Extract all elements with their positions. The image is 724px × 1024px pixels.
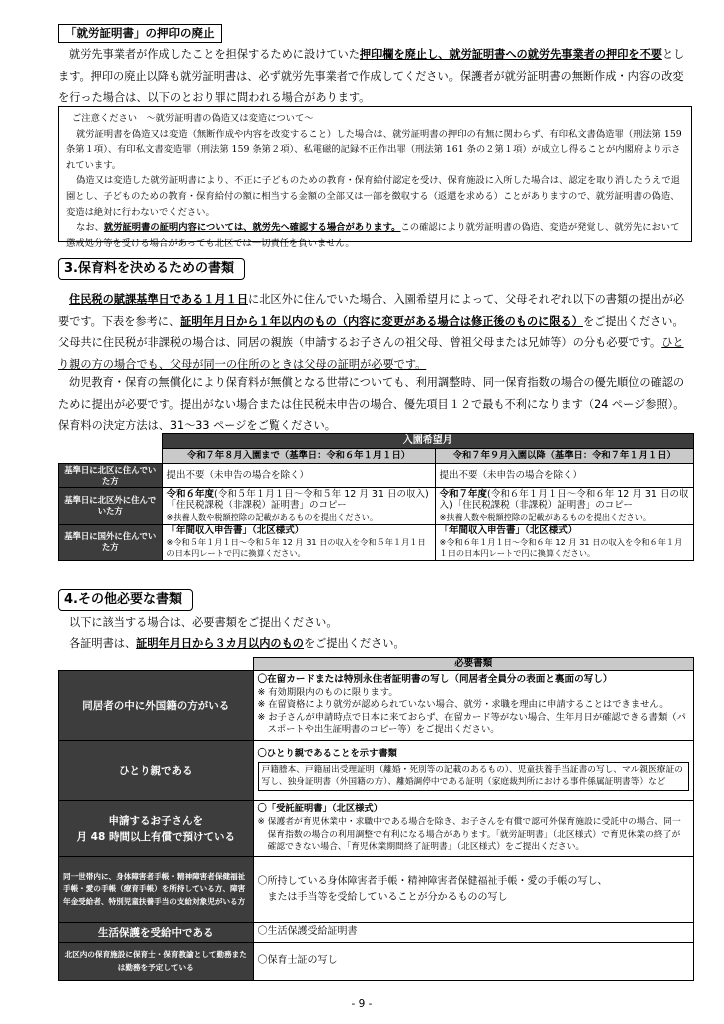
table-cell: 「年間収入申告書」（北区様式） ※令和５年１月１日～令和５年 12 月 31 日の収入を令和５年１月１日の日本円レートで円に換算ください。 <box>162 525 435 561</box>
table-row <box>59 857 694 923</box>
other-documents-table <box>58 657 694 981</box>
section-heading-childcare-fee-documents: 3.保育料を決めるための書類 <box>58 258 245 280</box>
row-label: 同居者の中に外国籍の方がいる <box>59 671 254 741</box>
table-row <box>59 464 694 488</box>
other-documents-paragraph-2: 各証明書は、証明年月日から３カ月以内のものをご提出ください。 <box>69 637 405 650</box>
row-label: 同一世帯内に、身体障害者手帳・精神障害者保健福祉手帳・愛の手帳（療育手帳）を所持している方、障害年金受給者、特別児童扶養手当の支給対象児がいる方 <box>59 857 254 923</box>
warning-title: ご注意ください ～就労証明書の偽造又は変造について～ <box>72 113 314 124</box>
table-cell: 〇在留カードまたは特別永住者証明書の写し（同居者全員分の表面と裏面の写し） ※ 有効期限内のものに限ります。 ※ 在留資格により就労が認められていない場合、就労・求職を理由に申請することはできません。 ※ お子さんが申請時点で日本に来ておらず、在留カード等がない場合、生年月日が確認できる書類（パスポートや出生証明書のコピー等）をご提出ください。 <box>253 671 694 741</box>
table-row <box>59 671 694 741</box>
column-header-from-september: 令和７年９月入園以降（基準日：令和７年１月１日） <box>435 449 694 464</box>
row-label: 基準日に北区に住んでいた方 <box>59 464 163 488</box>
section-heading-other-documents: 4.その他必要な書類 <box>58 589 193 611</box>
table-header-required-documents: 必要書類 <box>253 658 694 671</box>
row-label: 北区内の保育施設に保育士・保育教諭として勤務または勤務を予定している <box>59 943 254 981</box>
table-row <box>59 801 694 857</box>
row-label: ひとり親である <box>59 741 254 801</box>
table-cell: 〇保育士証の写し <box>253 943 694 981</box>
row-label: 基準日に北区外に住んでいた方 <box>59 488 163 525</box>
table-cell: 〇「受託証明書」（北区様式） ※ 保護者が育児休業中・求職中である場合を除き、お子さんを有償で認可外保育施設に受託中の場合、同一保育指数の場合の利用調整で有利になる場合があります。「就労証明書」（北区様式）で育児休業の終了が確認できない場合、「育児休業期間終了証明書」（北区様式）をご提出ください。 <box>253 801 694 857</box>
page-number: - 9 - <box>351 998 373 1010</box>
table-cell: 〇ひとり親であることを示す書類 戸籍謄本、戸籍届出受理証明（離婚・死別等の記載のあるもの）、児童扶養手当証書の写し、マル親医療証の写し、独身証明書（外国籍の方）、離婚調停中である証明（家庭裁判所における事件係属証明書等）など <box>253 741 694 801</box>
warning-paragraph-3: なお、就労証明書の証明内容については、就労先へ確認する場合があります。この確認により就労証明書の偽造、変造が発覚し、就労先において懲戒処分等を受ける場合があっても北区では一切責任を負いません。 <box>66 222 680 249</box>
free-childcare-paragraph: 幼児教育・保育の無償化により保育料が無償となる世帯についても、利用調整時、同一保育指数の場合の優先順位の確認のために提出が必要です。提出がない場合または住民税未申告の場合、優先項目１２で最も不利になります（24 ページ参照）。保育料の決定方法は、31～33 ページをご覧ください。 <box>58 376 685 432</box>
stamp-abolition-paragraph: 就労先事業者が作成したことを担保するために設けていた押印欄を廃止し、就労証明書への就労先事業者の押印を不要とします。押印の廃止以降も就労証明書は、必ず就労先事業者で作成してください。保護者が就労証明書の無断作成・内容の改変を行った場合は、以下のとおり罪に問われる場合があります。 <box>58 48 685 104</box>
fee-documents-paragraph: 住民税の賦課基準日である１月１日に北区外に住んでいた場合、入園希望月によって、父母それぞれ以下の書類の提出が必要です。下表を参考に、証明年月日から１年以内のもの（内容に変更がある場合は修正後のものに限る）をご提出ください。父母共に住民税が非課税の場合は、同居の親族（申請するお子さんの祖父母、曾祖父母または兄姉等）の分も必要です。ひとり親の方の場合でも、父母が同一の住所のときは父母の証明が必要です。 <box>58 293 685 371</box>
table-row <box>59 741 694 801</box>
other-documents-paragraph-1: 以下に該当する場合は、必要書類をご提出ください。 <box>69 616 338 629</box>
single-parent-document-list: 戸籍謄本、戸籍届出受理証明（離婚・死別等の記載のあるもの）、児童扶養手当証書の写し、マル親医療証の写し、独身証明書（外国籍の方）、離婚調停中である証明（家庭裁判所における事件係属証明書等）など <box>258 762 690 792</box>
row-label: 申請するお子さんを 月 48 時間以上有償で預けている <box>59 801 254 857</box>
table-row <box>59 923 694 943</box>
table-row <box>59 525 694 561</box>
row-label: 生活保護を受給中である <box>59 923 254 943</box>
tax-certificate-table <box>58 433 694 561</box>
table-row <box>59 943 694 981</box>
table-cell: 令和６年度(令和５年１月１日～令和５年 12 月 31 日の収入)「住民税課税（非課税）証明書」のコピー ※扶養人数や税額控除の記載があるものを提出ください。 <box>162 488 435 525</box>
warning-paragraph-2: 偽造又は変造した就労証明書により、不正に子どものための教育・保育給付認定を受け、保育施設に入所した場合は、認定を取り消したうえで退園とし、子どものための教育・保育給付の額に相当する金額の全部又は一部を徴収する（返還を求める）ことがありますので、就労証明書の偽造、変造は絶対に行わないでください。 <box>66 175 680 218</box>
table-cell: 〇所持している身体障害者手帳・精神障害者保健福祉手帳・愛の手帳の写し、 または手当等を受給していることが分かるものの写し <box>253 857 694 923</box>
table-cell: 「年間収入申告書」（北区様式） ※令和６年１月１日～令和６年 12 月 31 日の収入を令和６年１月１日の日本円レートで円に換算ください。 <box>435 525 694 561</box>
table-cell: 提出不要（未申告の場合を除く） <box>435 464 694 488</box>
warning-paragraph-1: 就労証明書を偽造又は変造（無断作成や内容を改変すること）した場合は、就労証明書の押印の有無に関わらず、有印私文書偽造罪（刑法第 159 条第１項）、有印私文書変造罪（刑法第 159 条第２項）、私電磁的記録不正作出罪（刑法第 161 条の２第１項）が成立し得ることが内閣府より示されています。 <box>66 128 682 171</box>
table-cell: 提出不要（未申告の場合を除く） <box>162 464 435 488</box>
column-header-until-august: 令和７年８月入園まで（基準日：令和６年１月１日） <box>162 449 435 464</box>
table-row <box>59 488 694 525</box>
table-cell: 令和７年度(令和６年１月１日～令和６年 12 月 31 日の収入)「住民税課税（非課税）証明書」のコピー ※扶養人数や税額控除の記載があるものを提出ください。 <box>435 488 694 525</box>
forgery-warning-box <box>58 106 692 249</box>
table-header-desired-month: 入園希望月 <box>162 434 694 449</box>
section-title-stamp-abolition: 「就労証明書」の押印の廃止 <box>58 24 222 43</box>
row-label: 基準日に国外に住んでいた方 <box>59 525 163 561</box>
table-cell: 〇生活保護受給証明書 <box>253 923 694 943</box>
